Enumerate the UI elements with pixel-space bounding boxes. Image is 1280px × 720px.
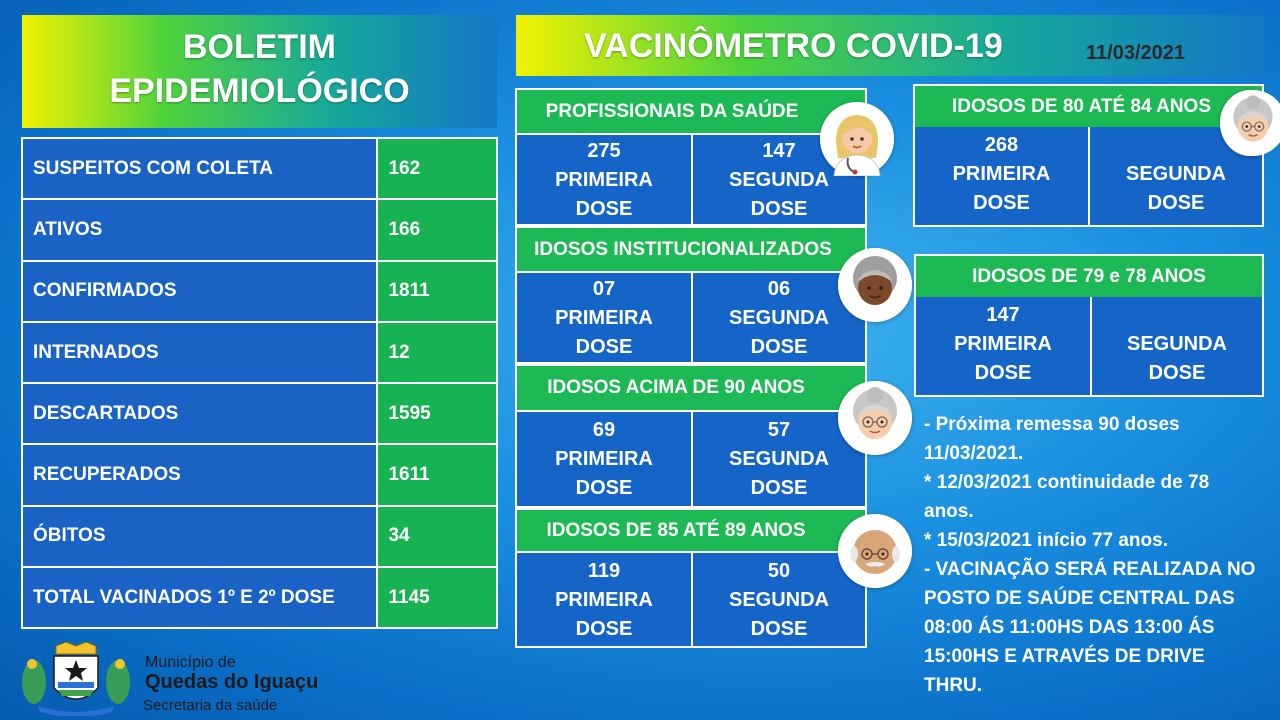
footer-city-name: Quedas do Iguaçu xyxy=(145,671,319,693)
first-dose-sub: DOSE xyxy=(974,362,1032,384)
second-dose-label: SEGUNDA xyxy=(728,448,829,470)
first-dose-count: 69 xyxy=(592,419,616,441)
stat-value: 162 xyxy=(377,138,497,199)
second-dose-label: SEGUNDA xyxy=(1126,333,1227,355)
stat-label: DESCARTADOS xyxy=(22,383,377,444)
first-dose-label: PRIMEIRA xyxy=(954,333,1052,355)
vaccine-group-card-78-79 xyxy=(914,254,1264,397)
first-dose-sub: DOSE xyxy=(575,618,633,640)
first-dose-count: 268 xyxy=(984,134,1019,156)
elderly-woman-icon xyxy=(1220,90,1280,156)
second-dose-sub: DOSE xyxy=(750,618,808,640)
stat-value: 1611 xyxy=(377,444,497,505)
stat-value: 12 xyxy=(377,322,497,383)
first-dose-sub: DOSE xyxy=(973,192,1030,214)
stat-label: SUSPEITOS COM COLETA xyxy=(22,138,377,199)
second-dose-cell xyxy=(1092,297,1262,395)
second-dose-sub: DOSE xyxy=(750,477,808,499)
note-line: * 15/03/2021 início 77 anos. xyxy=(924,530,1168,551)
health-worker-icon xyxy=(820,102,894,176)
footer-municipio: Município de xyxy=(145,654,236,671)
second-dose-count: 147 xyxy=(762,140,796,162)
second-dose-count xyxy=(1092,301,1262,330)
first-dose-cell xyxy=(916,297,1092,395)
elderly-person-icon xyxy=(838,248,912,322)
group-title: PROFISSIONAIS DA SAÚDE xyxy=(517,90,865,135)
second-dose-sub: DOSE xyxy=(750,198,808,220)
group-title: IDOSOS ACIMA DE 90 ANOS xyxy=(517,366,865,412)
table-row xyxy=(22,383,497,444)
boletim-title-line2: EPIDEMIOLÓGICO xyxy=(109,72,410,110)
first-dose-label: PRIMEIRA xyxy=(952,163,1051,185)
stat-value: 166 xyxy=(377,199,497,260)
vaccine-group-card-health-workers xyxy=(515,88,867,226)
second-dose-count: 57 xyxy=(767,419,791,441)
table-row xyxy=(22,444,497,505)
first-dose-count: 147 xyxy=(986,304,1020,326)
municipal-coat-of-arms-icon xyxy=(20,640,132,716)
first-dose-label: PRIMEIRA xyxy=(555,589,653,611)
first-dose-count: 119 xyxy=(587,560,621,582)
first-dose-label: PRIMEIRA xyxy=(555,169,653,191)
table-row xyxy=(22,322,497,383)
vacinometro-date: 11/03/2021 xyxy=(1086,42,1185,64)
second-dose-sub: DOSE xyxy=(1148,362,1206,384)
vaccine-group-card-institutionalized xyxy=(515,226,867,364)
stat-value: 1145 xyxy=(377,567,497,628)
first-dose-cell xyxy=(517,412,693,506)
table-row xyxy=(22,506,497,567)
first-dose-cell xyxy=(517,135,693,224)
second-dose-label: SEGUNDA xyxy=(728,169,829,191)
first-dose-cell xyxy=(517,553,693,646)
boletim-title-banner xyxy=(22,15,497,128)
second-dose-sub: DOSE xyxy=(750,336,808,358)
table-row xyxy=(22,567,497,628)
first-dose-sub: DOSE xyxy=(575,198,633,220)
group-title: IDOSOS DE 80 ATÉ 84 ANOS xyxy=(915,86,1262,129)
group-title: IDOSOS INSTITUCIONALIZADOS xyxy=(517,228,865,273)
group-title: IDOSOS DE 79 e 78 ANOS xyxy=(916,256,1262,299)
first-dose-count: 07 xyxy=(592,278,616,300)
second-dose-label: SEGUNDA xyxy=(728,307,829,329)
first-dose-count: 275 xyxy=(587,140,621,162)
vaccine-group-card-85-89 xyxy=(515,508,867,648)
stat-value: 34 xyxy=(377,506,497,567)
table-row xyxy=(22,138,497,199)
stat-value: 1811 xyxy=(377,261,497,322)
boletim-title-line1: BOLETIM xyxy=(183,28,336,66)
second-dose-label: SEGUNDA xyxy=(1125,163,1226,185)
note-line: * 12/03/2021 continuidade de 78 anos. xyxy=(924,472,1210,522)
first-dose-sub: DOSE xyxy=(575,336,633,358)
first-dose-cell xyxy=(915,127,1090,225)
table-row xyxy=(22,261,497,322)
first-dose-label: PRIMEIRA xyxy=(555,307,653,329)
vacinometro-title: VACINÔMETRO COVID-19 xyxy=(584,27,1003,65)
stat-label: CONFIRMADOS xyxy=(22,261,377,322)
first-dose-cell xyxy=(517,273,693,362)
second-dose-sub: DOSE xyxy=(1147,192,1205,214)
stat-label: RECUPERADOS xyxy=(22,444,377,505)
note-line: - Próxima remessa 90 doses 11/03/2021. xyxy=(924,414,1180,464)
elderly-man-icon xyxy=(838,514,912,588)
second-dose-label: SEGUNDA xyxy=(728,589,829,611)
stat-label: INTERNADOS xyxy=(22,322,377,383)
epidemiological-stats-table xyxy=(21,137,498,629)
footer-secretaria: Secretaria da saúde xyxy=(143,697,278,714)
stat-value: 1595 xyxy=(377,383,497,444)
group-title: IDOSOS DE 85 ATÉ 89 ANOS xyxy=(517,510,865,553)
second-dose-count: 50 xyxy=(767,560,791,582)
vaccine-group-card-over-90 xyxy=(515,364,867,508)
elderly-woman-icon xyxy=(838,381,912,455)
vaccine-group-card-80-84 xyxy=(913,84,1264,227)
note-line: - VACINAÇÃO SERÁ REALIZADA NO POSTO DE SAÚDE CENTRAL DAS 08:00 ÁS 11:00HS DAS 13:00 ÁS 15:00HS E ATRAVÉS DE DRIVE THRU. xyxy=(924,559,1256,696)
first-dose-sub: DOSE xyxy=(575,477,633,499)
first-dose-label: PRIMEIRA xyxy=(555,448,653,470)
vaccination-notes xyxy=(924,410,1264,700)
stat-label: TOTAL VACINADOS 1º E 2º DOSE xyxy=(22,567,377,628)
stat-label: ATIVOS xyxy=(22,199,377,260)
second-dose-count: 06 xyxy=(767,278,791,300)
vacinometro-title-banner xyxy=(516,15,1264,76)
table-row xyxy=(22,199,497,260)
stat-label: ÓBITOS xyxy=(22,506,377,567)
